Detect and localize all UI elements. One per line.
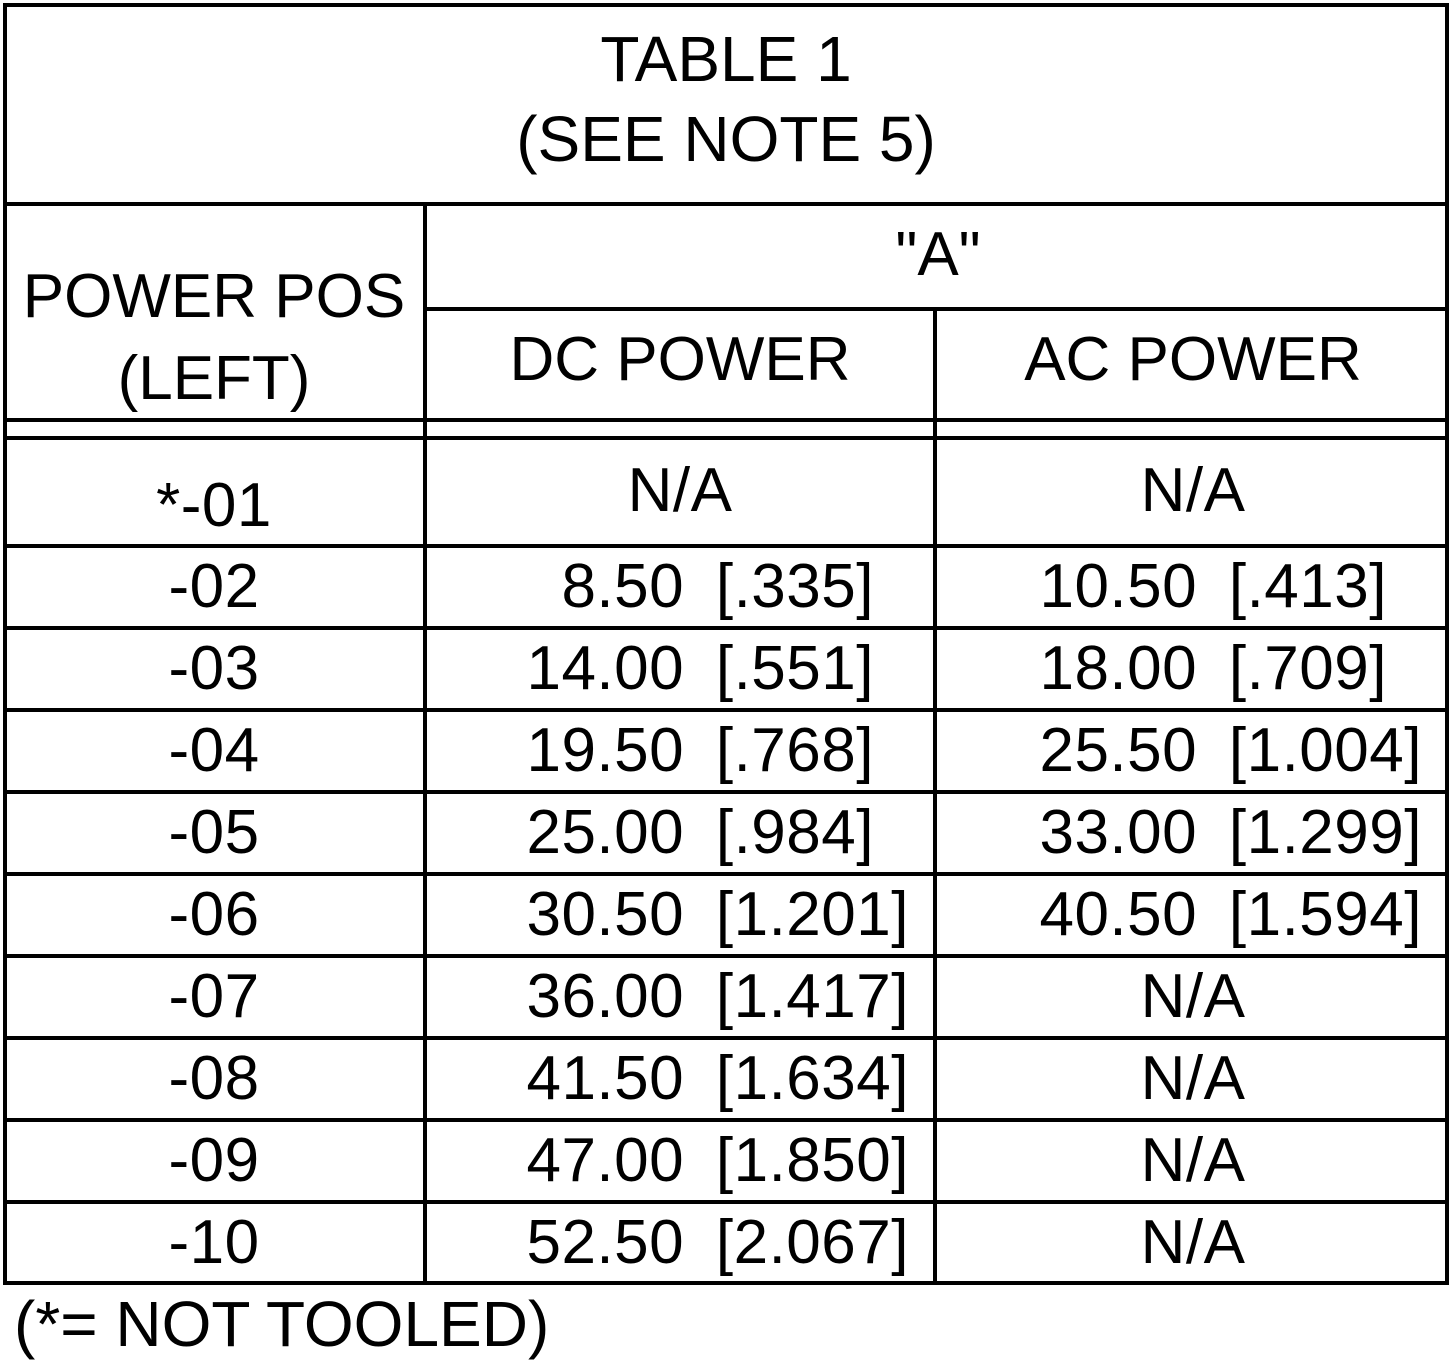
cell-pos: -09: [168, 1126, 260, 1195]
cell-ac: [937, 880, 1449, 949]
header-divider-1: [3, 418, 1449, 422]
cell-ac: N/A: [1140, 1044, 1246, 1113]
cell-dc-mm: 14.00: [526, 634, 685, 703]
cell-pos: -02: [168, 552, 260, 621]
group-divider: [425, 307, 1449, 311]
cell-ac: [937, 634, 1449, 703]
cell-pos: -07: [168, 962, 260, 1031]
row-divider: [3, 1200, 1449, 1204]
cell-ac-mm: 25.50: [1039, 716, 1198, 785]
cell-dc: [427, 1126, 933, 1195]
cell-pos: -03: [168, 634, 260, 703]
title-divider: [3, 202, 1449, 206]
cell-pos: -05: [168, 798, 260, 867]
cell-dc: [427, 1044, 933, 1113]
cell-dc-in: [1.850]: [715, 1126, 909, 1195]
row-divider: [3, 790, 1449, 794]
cell-dc-in: [.768]: [715, 716, 874, 785]
cell-dc: [427, 880, 933, 949]
cell-ac: [937, 798, 1449, 867]
cell-ac: N/A: [1140, 962, 1246, 1031]
cell-dc: [427, 552, 933, 621]
row-divider: [3, 708, 1449, 712]
cell-dc-in: [.551]: [715, 634, 874, 703]
row-divider: [3, 1118, 1449, 1122]
table-subtitle: (SEE NOTE 5): [516, 103, 936, 175]
header-dc-power: DC POWER: [509, 325, 851, 394]
cell-pos: -04: [168, 716, 260, 785]
header-group-a: "A": [895, 220, 981, 289]
header-power-pos-sub: (LEFT): [117, 344, 311, 413]
cell-dc: [427, 962, 933, 1031]
cell-ac-mm: 10.50: [1039, 552, 1198, 621]
header-divider-2: [3, 436, 1449, 440]
cell-dc-mm: 36.00: [526, 962, 685, 1031]
cell-dc-in: [.335]: [715, 552, 874, 621]
row-divider: [3, 626, 1449, 630]
cell-dc-mm: 52.50: [526, 1208, 685, 1277]
cell-dc-in: [.984]: [715, 798, 874, 867]
header-power-pos: POWER POS: [22, 262, 406, 331]
cell-ac-mm: 18.00: [1039, 634, 1198, 703]
cell-pos: -10: [168, 1208, 260, 1277]
table-title: TABLE 1: [600, 23, 852, 95]
cell-ac: N/A: [1140, 1208, 1246, 1277]
cell-dc-in: [2.067]: [715, 1208, 909, 1277]
cell-ac: [937, 716, 1449, 785]
cell-ac-in: [.709]: [1228, 634, 1387, 703]
cell-dc: [427, 1208, 933, 1277]
cell-dc-mm: 8.50: [561, 552, 685, 621]
cell-ac: N/A: [1140, 1126, 1246, 1195]
cell-dc: [427, 798, 933, 867]
cell-ac-in: [1.594]: [1228, 880, 1422, 949]
cell-dc-in: [1.634]: [715, 1044, 909, 1113]
cell-ac-in: [1.299]: [1228, 798, 1422, 867]
cell-dc-mm: 47.00: [526, 1126, 685, 1195]
cell-pos: *-01: [156, 471, 272, 540]
row-divider: [3, 544, 1449, 548]
cell-ac: [937, 552, 1449, 621]
cell-pos: -06: [168, 880, 260, 949]
cell-ac: N/A: [1140, 456, 1246, 525]
cell-dc-in: [1.417]: [715, 962, 909, 1031]
row-divider: [3, 1036, 1449, 1040]
cell-ac-mm: 33.00: [1039, 798, 1198, 867]
row-divider: [3, 872, 1449, 876]
footnote: (*= NOT TOOLED): [14, 1288, 550, 1360]
header-ac-power: AC POWER: [1024, 325, 1362, 394]
cell-dc-mm: 41.50: [526, 1044, 685, 1113]
cell-dc: [427, 634, 933, 703]
cell-ac-in: [1.004]: [1228, 716, 1422, 785]
cell-dc-in: [1.201]: [715, 880, 909, 949]
row-divider: [3, 954, 1449, 958]
cell-dc-mm: 19.50: [526, 716, 685, 785]
cell-dc-mm: 25.00: [526, 798, 685, 867]
cell-ac-in: [.413]: [1228, 552, 1387, 621]
cell-ac-mm: 40.50: [1039, 880, 1198, 949]
cell-dc: N/A: [627, 456, 733, 525]
cell-pos: -08: [168, 1044, 260, 1113]
cell-dc-mm: 30.50: [526, 880, 685, 949]
cell-dc: [427, 716, 933, 785]
